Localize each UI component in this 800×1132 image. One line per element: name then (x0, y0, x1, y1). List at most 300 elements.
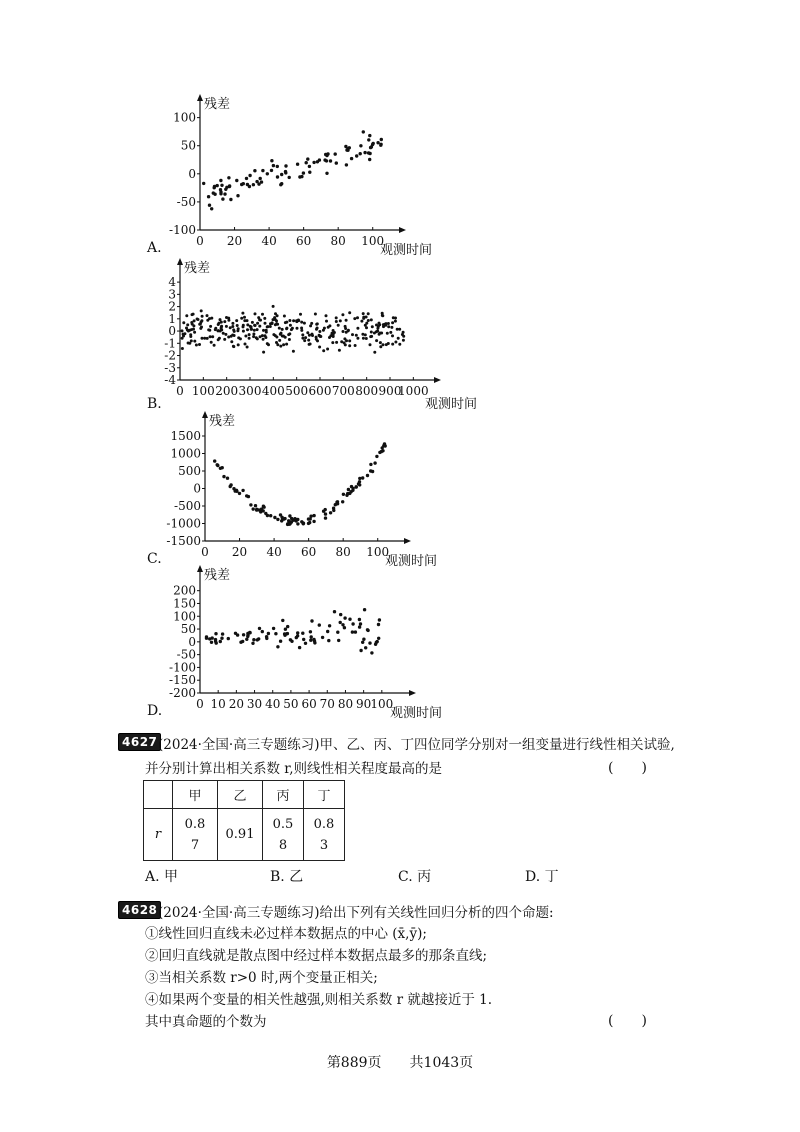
y-tick-label: -50 (176, 647, 196, 662)
data-point (190, 328, 193, 331)
data-point (262, 506, 265, 509)
data-point (322, 349, 325, 352)
scatter-chart-b (150, 258, 478, 412)
data-point (273, 316, 276, 319)
data-point (301, 337, 304, 340)
data-point (335, 341, 338, 344)
correlation-table (143, 780, 345, 861)
data-point (345, 163, 348, 166)
data-point (371, 470, 374, 473)
x-tick-label: 10 (210, 697, 226, 711)
data-point (390, 326, 393, 329)
data-point (286, 625, 289, 628)
data-point (237, 327, 240, 330)
data-point (345, 494, 348, 497)
page-footer: 第889页 共1043页 (326, 1055, 474, 1071)
x-tick-label: 0 (176, 384, 184, 398)
data-point (314, 313, 317, 316)
answer-blank: ( ) (608, 1013, 647, 1029)
data-point (324, 153, 327, 156)
answer-blank: ( ) (608, 760, 647, 776)
choice-b[interactable]: B. 乙 (270, 869, 304, 885)
question-4628-prompt: 其中真命题的个数为 (145, 1014, 267, 1030)
data-point (187, 342, 190, 345)
data-point (326, 348, 329, 351)
data-point (223, 338, 226, 341)
data-point (308, 171, 311, 174)
data-point (316, 322, 319, 325)
option-b-label: B. (147, 396, 162, 412)
data-point (225, 325, 228, 328)
data-point (242, 633, 245, 636)
data-point (325, 320, 328, 323)
data-point (288, 319, 291, 322)
data-point (354, 344, 357, 347)
data-point (262, 351, 265, 354)
data-point (254, 312, 257, 315)
data-point (240, 183, 243, 186)
data-point (327, 639, 330, 642)
scatter-plot-c (150, 414, 438, 569)
data-point (193, 331, 196, 334)
data-point (355, 485, 358, 488)
data-point (275, 319, 278, 322)
data-point (259, 177, 262, 180)
y-tick-label: -1 (164, 336, 176, 351)
question-number-badge: 4628 (118, 901, 161, 919)
x-tick-label: 40 (265, 697, 281, 711)
data-point (348, 339, 351, 342)
data-point (265, 331, 268, 334)
data-point (343, 626, 346, 629)
data-point (284, 628, 287, 631)
data-point (348, 344, 351, 347)
y-tick-label: 100 (173, 110, 196, 125)
data-point (206, 337, 209, 340)
data-point (365, 326, 368, 329)
data-point (224, 188, 227, 191)
data-point (323, 327, 326, 330)
data-point (368, 641, 371, 644)
data-point (272, 164, 275, 167)
data-point (242, 330, 245, 333)
x-tick-label: 70 (319, 697, 335, 711)
x-tick-label: 100 (370, 697, 394, 711)
data-point (335, 161, 338, 164)
data-point (229, 326, 232, 329)
data-point (366, 628, 369, 631)
x-tick-label: 60 (300, 545, 317, 559)
data-point (372, 142, 375, 145)
x-axis-arrow (399, 227, 406, 233)
data-point (199, 327, 202, 330)
data-point (210, 341, 213, 344)
data-point (318, 623, 321, 626)
data-point (304, 336, 307, 339)
data-point (217, 323, 220, 326)
data-point (220, 637, 223, 640)
x-tick-label: 60 (301, 697, 317, 711)
data-point (377, 325, 380, 328)
data-point (276, 645, 279, 648)
data-point (230, 340, 233, 343)
data-point (227, 637, 230, 640)
data-point (391, 334, 394, 337)
data-point (312, 514, 315, 517)
data-point (267, 343, 270, 346)
data-point (358, 477, 361, 480)
data-point (345, 339, 348, 342)
data-point (339, 621, 342, 624)
data-point (223, 320, 226, 323)
data-point (248, 631, 251, 634)
data-point (210, 207, 213, 210)
data-point (370, 318, 373, 321)
data-point (248, 185, 251, 188)
data-point (376, 330, 379, 333)
data-point (347, 488, 350, 491)
data-point (275, 322, 278, 325)
data-point (189, 335, 192, 338)
choice-c[interactable]: C. 丙 (398, 869, 432, 885)
data-point (262, 329, 265, 332)
data-point (191, 313, 194, 316)
data-point (238, 492, 241, 495)
y-tick-label: -100 (169, 660, 196, 675)
scatter-chart-a (150, 97, 433, 258)
data-point (296, 327, 299, 330)
data-point (259, 319, 262, 322)
data-point (386, 332, 389, 335)
data-point (202, 182, 205, 185)
data-point (369, 463, 372, 466)
data-point (313, 639, 316, 642)
data-point (261, 313, 264, 316)
data-point (338, 349, 341, 352)
data-point (242, 325, 245, 328)
data-point (241, 640, 244, 643)
x-axis-label: 观测时间 (390, 706, 443, 721)
data-point (261, 630, 264, 633)
data-point (255, 508, 258, 511)
data-point (245, 177, 248, 180)
x-tick-label: 1000 (398, 384, 429, 398)
data-point (282, 335, 285, 338)
data-point (309, 639, 312, 642)
y-tick-label: 100 (173, 609, 196, 624)
choice-a[interactable]: A. 甲 (145, 869, 179, 885)
data-point (259, 510, 262, 513)
data-point (368, 134, 371, 137)
data-point (324, 508, 327, 511)
data-point (227, 176, 230, 179)
data-point (250, 328, 253, 331)
data-point (380, 138, 383, 141)
data-point (337, 639, 340, 642)
data-point (350, 157, 353, 160)
data-point (288, 338, 291, 341)
data-point (236, 324, 239, 327)
data-point (251, 642, 254, 645)
x-tick-label: 20 (228, 697, 245, 711)
data-point (229, 198, 232, 201)
data-point (213, 344, 216, 347)
data-point (282, 343, 285, 346)
y-tick-label: -200 (169, 686, 196, 700)
data-point (309, 630, 312, 633)
x-tick-label: 800 (355, 384, 379, 398)
x-tick-label: 500 (285, 384, 309, 398)
data-point (270, 159, 273, 162)
scatter-chart-d (150, 570, 450, 720)
data-point (359, 152, 362, 155)
data-point (342, 330, 345, 333)
data-point (397, 337, 400, 340)
data-point (380, 450, 383, 453)
x-tick-label: 0 (196, 234, 204, 248)
data-point (208, 204, 211, 207)
data-point (365, 337, 368, 340)
data-point (274, 632, 277, 635)
data-point (221, 632, 224, 635)
data-point (210, 641, 213, 644)
data-point (368, 158, 371, 161)
data-point (361, 641, 364, 644)
data-point (218, 337, 221, 340)
data-point (347, 329, 350, 332)
data-point (367, 312, 370, 315)
data-point (318, 346, 321, 349)
data-point (214, 640, 217, 643)
data-point (224, 333, 227, 336)
y-tick-label: -100 (169, 223, 196, 237)
data-point (252, 183, 255, 186)
data-point (318, 330, 321, 333)
data-point (371, 325, 374, 328)
x-tick-label: 600 (308, 384, 332, 398)
data-point (309, 517, 312, 520)
data-point (267, 632, 270, 635)
y-tick-label: -4 (164, 373, 176, 387)
proposition-4: ④如果两个变量的相关性越强,则相关系数 r 就越接近于 1. (145, 992, 492, 1008)
data-point (219, 640, 222, 643)
data-point (300, 321, 303, 324)
data-point (328, 336, 331, 339)
data-point (219, 467, 222, 470)
data-point (263, 317, 266, 320)
data-point (311, 333, 314, 336)
data-point (344, 327, 347, 330)
data-point (248, 174, 251, 177)
data-point (182, 321, 185, 324)
data-point (381, 314, 384, 317)
data-point (342, 493, 345, 496)
data-point (336, 502, 339, 505)
data-point (232, 328, 235, 331)
data-point (306, 157, 309, 160)
y-tick-label: 150 (173, 596, 196, 611)
data-point (334, 152, 337, 155)
data-point (221, 197, 224, 200)
data-point (198, 323, 201, 326)
data-point (303, 322, 306, 325)
y-tick-label: -150 (169, 673, 196, 688)
data-point (227, 336, 230, 339)
data-point (198, 343, 201, 346)
data-point (209, 335, 212, 338)
data-point (191, 323, 194, 326)
data-point (284, 164, 287, 167)
data-point (287, 333, 290, 336)
data-point (255, 336, 258, 339)
data-point (281, 328, 284, 331)
y-tick-label: 50 (180, 622, 196, 637)
data-point (379, 143, 382, 146)
data-point (332, 333, 335, 336)
data-point (244, 343, 247, 346)
data-point (401, 333, 404, 336)
data-point (252, 507, 255, 510)
data-point (269, 325, 272, 328)
data-point (308, 334, 311, 337)
data-point (387, 325, 390, 328)
y-tick-label: 2 (168, 299, 176, 314)
data-point (358, 625, 361, 628)
data-point (214, 632, 217, 635)
data-point (332, 507, 335, 510)
data-point (373, 351, 376, 354)
choice-d[interactable]: D. 丁 (525, 869, 559, 885)
data-point (362, 317, 365, 320)
data-point (245, 494, 248, 497)
y-tick-label: -50 (176, 194, 196, 209)
x-axis-label: 观测时间 (380, 243, 433, 258)
data-point (208, 637, 211, 640)
table-value-cell: 0.8 7 (173, 809, 218, 861)
data-point (379, 341, 382, 344)
data-point (256, 322, 259, 325)
table-value-cell: 0.5 8 (263, 809, 304, 861)
data-point (237, 343, 240, 346)
data-point (324, 512, 327, 515)
data-point (283, 517, 286, 520)
data-point (378, 322, 381, 325)
data-point (220, 321, 223, 324)
x-tick-label: 0 (196, 697, 204, 711)
y-tick-label: 1500 (170, 429, 201, 443)
data-point (219, 188, 222, 191)
data-point (348, 311, 351, 314)
table-value-cell: 0.91 (218, 809, 263, 861)
data-point (300, 329, 303, 332)
data-point (362, 337, 365, 340)
data-point (181, 329, 184, 332)
data-point (239, 337, 242, 340)
data-point (244, 335, 247, 338)
data-point (308, 165, 311, 168)
data-point (329, 159, 332, 162)
data-point (209, 325, 212, 328)
data-point (289, 638, 292, 641)
data-point (375, 455, 378, 458)
table-row-label: r (144, 809, 173, 861)
data-point (353, 317, 356, 320)
data-point (301, 333, 304, 336)
data-point (302, 171, 305, 174)
data-point (310, 322, 313, 325)
data-point (182, 333, 185, 336)
data-point (378, 618, 381, 621)
data-point (193, 340, 196, 343)
data-point (255, 180, 258, 183)
data-point (291, 327, 294, 330)
scatter-plot-b (150, 258, 478, 412)
data-point (281, 619, 284, 622)
data-point (337, 324, 340, 327)
y-tick-label: 4 (168, 275, 176, 290)
data-point (302, 638, 305, 641)
y-axis-label: 残差 (204, 568, 231, 583)
y-tick-label: 0 (193, 481, 201, 496)
data-point (279, 183, 282, 186)
data-point (232, 487, 235, 490)
data-point (241, 489, 244, 492)
data-point (231, 322, 234, 325)
x-tick-label: 100 (366, 545, 390, 559)
data-point (358, 483, 361, 486)
option-d-label: D. (147, 703, 163, 719)
data-point (358, 618, 361, 621)
data-point (351, 489, 354, 492)
data-point (252, 335, 255, 338)
data-point (341, 623, 344, 626)
data-point (369, 343, 372, 346)
data-point (373, 332, 376, 335)
data-point (362, 130, 365, 133)
data-point (219, 179, 222, 182)
data-point (341, 313, 344, 316)
data-point (329, 511, 332, 514)
data-point (279, 513, 282, 516)
data-point (264, 334, 267, 337)
data-point (272, 333, 275, 336)
y-tick-label: 50 (180, 138, 196, 153)
data-point (240, 317, 243, 320)
data-point (297, 319, 300, 322)
data-point (343, 616, 346, 619)
x-axis-label: 观测时间 (425, 397, 478, 412)
x-tick-label: 0 (201, 545, 209, 559)
data-point (272, 627, 275, 630)
x-tick-label: 50 (283, 697, 299, 711)
y-tick-label: 0 (168, 324, 176, 339)
data-point (252, 638, 255, 641)
data-point (316, 327, 319, 330)
data-point (293, 517, 296, 520)
data-point (276, 518, 279, 521)
scatter-plot-d (150, 570, 450, 720)
y-tick-label: 500 (178, 464, 201, 478)
data-point (364, 646, 367, 649)
data-point (212, 191, 215, 194)
data-point (285, 321, 288, 324)
data-point (310, 619, 313, 622)
data-point (312, 520, 315, 523)
data-point (186, 323, 189, 326)
y-tick-label: 200 (173, 583, 196, 598)
y-axis-label: 残差 (204, 97, 231, 112)
data-point (280, 173, 283, 176)
